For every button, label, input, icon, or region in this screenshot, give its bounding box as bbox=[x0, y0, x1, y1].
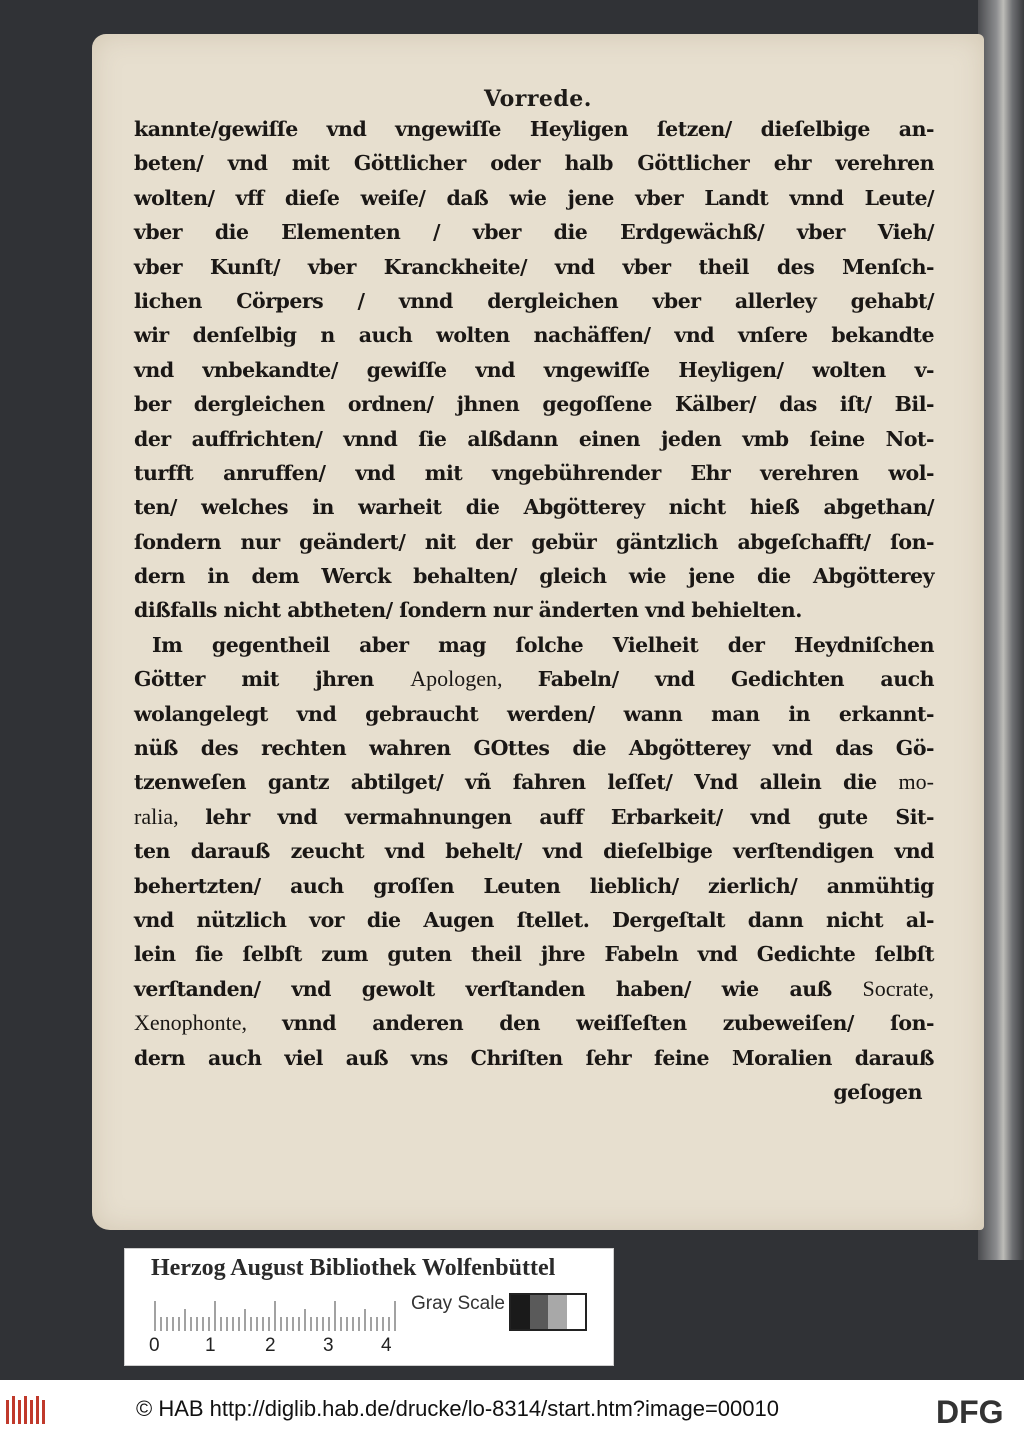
footer-bar bbox=[0, 1380, 1024, 1441]
latin-term: Socrate, bbox=[862, 975, 934, 1001]
text-run: Götter mit jhren bbox=[134, 667, 411, 692]
color-calibration-card bbox=[124, 1248, 614, 1366]
svg-text:DFG: DFG bbox=[936, 1394, 1004, 1428]
text-line: wolten/ vff dieſe weiſe/ daß wie jene vber Landt vnnd Leute/ bbox=[134, 185, 934, 210]
text-line: dern auch viel auß vns Chriſten ſehr feine Moralien darauß bbox=[134, 1045, 934, 1070]
gray-patch bbox=[548, 1295, 567, 1329]
text-line: kannte/gewiſſe vnd vngewiſſe Heyligen ſetzen/ dieſelbige an- bbox=[134, 117, 934, 141]
hab-logo-icon bbox=[4, 1394, 48, 1428]
dfg-logo-icon bbox=[934, 1394, 1018, 1428]
gray-scale-label: Gray Scale bbox=[411, 1293, 505, 1314]
catchword: geſogen bbox=[833, 1079, 922, 1104]
running-head: Vorrede. bbox=[484, 86, 592, 112]
text-line: lichen Cörpers / vnnd dergleichen vber allerley gehabt/ bbox=[134, 288, 934, 313]
ruler-number: 4 bbox=[381, 1335, 392, 1356]
text-run: vnnd anderen den weiſſeſten zubeweiſen/ ſon- bbox=[282, 1011, 934, 1036]
latin-term: Xenophonte, bbox=[134, 1010, 283, 1036]
text-line bbox=[134, 662, 934, 696]
latin-term: ralia, bbox=[134, 803, 206, 829]
latin-term: mo- bbox=[898, 769, 934, 795]
text-line bbox=[134, 1006, 934, 1040]
gray-scale-patches bbox=[509, 1293, 587, 1331]
text-line: beten/ vnd mit Göttlicher oder halb Göttlicher ehr verehren bbox=[134, 151, 934, 176]
text-line: ten darauß zeucht vnd behelt/ vnd dieſelbige verſtendigen vnd bbox=[134, 839, 934, 864]
text-run: tzenweſen gantz abtilget/ vñ fahren leſſet/ Vnd allein die bbox=[134, 770, 899, 795]
latin-term: Apologen, bbox=[410, 666, 538, 692]
copyright-link[interactable]: © HAB http://diglib.hab.de/drucke/lo-8314/start.htm?image=00010 bbox=[136, 1396, 779, 1421]
text-line: nüß des rechten wahren GOttes die Abgötterey vnd das Gö- bbox=[134, 736, 934, 761]
text-line: ten/ welches in warheit die Abgötterey nicht hieß abgethan/ bbox=[134, 495, 934, 520]
ruler-number: 2 bbox=[265, 1335, 276, 1356]
text-line: dern in dem Werck behalten/ gleich wie jene die Abgötterey bbox=[134, 564, 934, 589]
text-line: vber Kunſt/ vber Kranckheite/ vnd vber theil des Menſch- bbox=[134, 254, 934, 279]
gray-patch bbox=[530, 1295, 549, 1329]
text-line: lein ſie ſelbſt zum guten theil jhre Fabeln vnd Gedichte ſelbſt bbox=[134, 942, 934, 967]
text-line: behertzten/ auch groſſen Leuten lieblich/ zierlich/ anmühtig bbox=[134, 873, 934, 898]
text-line: vber die Elementen / vber die Erdgewächß/ vber Vieh/ bbox=[134, 220, 934, 245]
show-through-mark bbox=[550, 1140, 670, 1164]
ruler-number: 1 bbox=[205, 1335, 216, 1356]
text-line: vnd nützlich vor die Augen ſtellet. Dergeſtalt dann nicht al- bbox=[134, 907, 934, 932]
text-line: wir denſelbig n auch wolten nachäffen/ vnd vnſere bekandte bbox=[134, 323, 934, 348]
text-line: wolangelegt vnd gebraucht werden/ wann man in erkannt- bbox=[134, 701, 934, 726]
gray-patch bbox=[567, 1295, 586, 1329]
text-line: ſondern nur geändert/ nit der gebür gäntzlich abgeſchafft/ ſon- bbox=[134, 529, 934, 554]
text-line: der auffrichten/ vnnd ſie alßdann einen jeden vmb ſeine Not- bbox=[134, 426, 934, 451]
text-line: vnd vnbekandte/ gewiſſe vnd vngewiſſe Heyligen/ wolten v- bbox=[134, 357, 934, 382]
text-run: lehr vnd vermahnungen auff Erbarkeit/ vnd gute Sit- bbox=[205, 804, 934, 829]
text-line: dißfalls nicht abtheten/ ſondern nur änderten vnd behielten. bbox=[134, 598, 802, 623]
page-text bbox=[134, 112, 934, 1109]
text-line bbox=[134, 972, 934, 1006]
ruler-number: 0 bbox=[149, 1335, 160, 1356]
text-line bbox=[134, 800, 934, 834]
paragraph-first-line: Im gegentheil aber mag ſolche Vielheit der Heydniſchen bbox=[152, 632, 934, 657]
gray-patch bbox=[511, 1295, 530, 1329]
ruler-number: 3 bbox=[323, 1335, 334, 1356]
text-line: ber dergleichen ordnen/ jhnen gegoſſene Kälber/ das iſt/ Bil- bbox=[134, 392, 934, 417]
text-run: verſtanden/ vnd gewolt verſtanden haben/ wie auß bbox=[134, 976, 863, 1001]
text-line bbox=[134, 765, 934, 799]
ruler-scale bbox=[153, 1297, 405, 1331]
institution-name: Herzog August Bibliothek Wolfenbüttel bbox=[151, 1255, 556, 1281]
book-edge bbox=[978, 0, 1024, 1260]
text-line: turfft anruffen/ vnd mit vngebührender Ehr verehren wol- bbox=[134, 460, 934, 485]
text-run: Fabeln/ vnd Gedichten auch bbox=[537, 667, 935, 692]
